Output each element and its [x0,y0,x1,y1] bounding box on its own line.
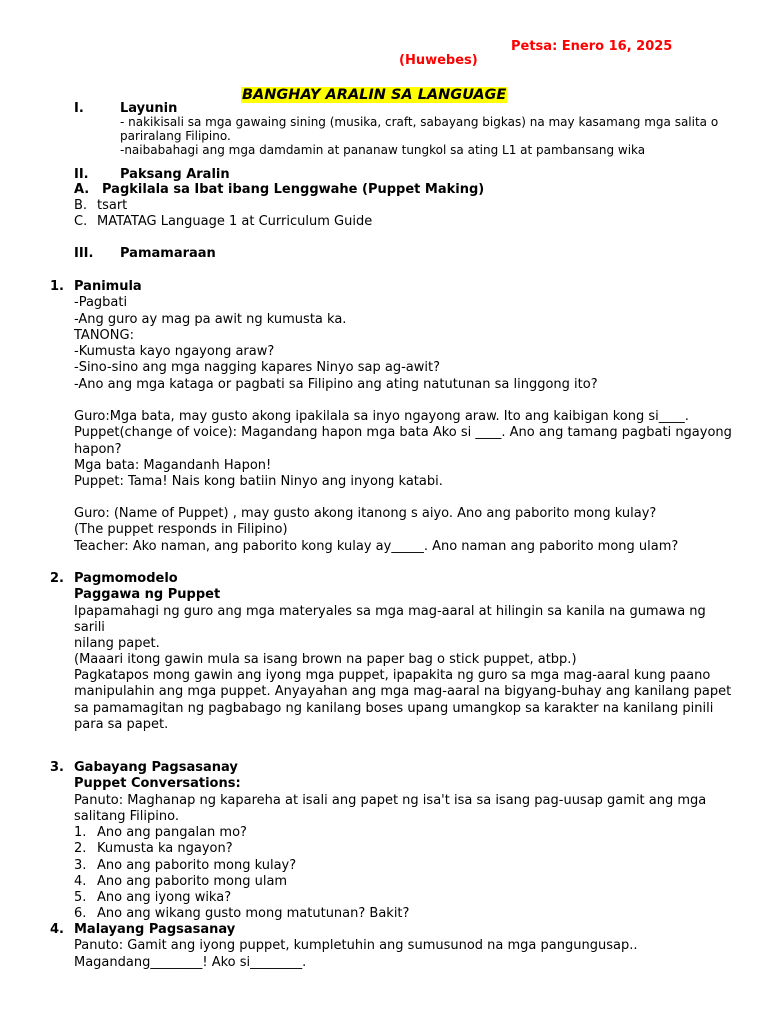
dialogue-line: Guro:Mga bata, may gusto akong ipakilala sa inyo ngayong araw. Ito ang kaibigan kong si____. [74,409,689,424]
step-2-line: Pagkatapos mong gawin ang iyong mga puppet, ipapakita ng guro sa mga mag-aaral kung paano [74,668,711,683]
objective-line: - nakikisali sa mga gawaing sining (musika, craft, sabayang bigkas) na may kasamang mga salita o [120,115,719,129]
section-3-numeral: III. [74,246,94,261]
section-3-heading: Pamamaraan [120,246,216,261]
list-text: Kumusta ka ngayon? [97,841,233,857]
step-1-line: -Kumusta kayo ngayong araw? [74,344,275,360]
step-2-heading: Pagmomodelo [74,571,178,586]
subject-item-b: tsart [97,198,128,213]
list-item [74,890,409,906]
list-text: Ano ang paborito mong ulam [97,873,288,889]
step-1-heading: Panimula [74,279,142,294]
dialogue-line: Guro: (Name of Puppet) , may gusto akong itanong s aiyo. Ano ang paborito mong kulay? [74,506,657,521]
step-3-block [74,760,734,825]
objectives-list [120,115,718,157]
dialogue-line: Puppet(change of voice): Magandang hapon mga bata Ako si ____. Ano ang tamang pagbati ngayong [74,425,732,441]
step-1-line: -Ano ang mga kataga or pagbati sa Filipino ang ating natutunan sa linggong ito? [74,376,598,392]
objective-line: -naibabahagi ang mga damdamin at pananaw tungkol sa ating L1 at pambansang wika [120,143,646,157]
step-1-line: TANONG: [74,327,134,343]
step-2-line: para sa papet. [74,716,169,732]
lesson-title: BANGHAY ARALIN SA LANGUAGE [242,87,507,103]
dialogue-line: hapon? [74,441,122,457]
section-1-heading: Layunin [120,101,178,116]
list-number: 1. [74,825,87,840]
step-1-block [74,279,734,393]
section-2-heading: Paksang Aralin [120,167,230,182]
step-2-number: 2. [50,571,64,586]
subject-marker-b: B. [74,198,88,213]
list-text: Ano ang wikang gusto mong matutunan? Bakit? [97,906,410,922]
dialogue-line: Teacher: Ako naman, ang paborito kong kulay ay_____. Ano naman ang paborito mong ulam? [74,538,679,554]
step-3-line: Panuto: Maghanap ng kapareha at isali ang papet ng isa't isa sa isang pag-uusap gamit ang mga [74,792,707,808]
step-1-dialogue-a [74,409,734,490]
dialogue-line: (The puppet responds in Filipino) [74,522,288,538]
dialogue-line: Puppet: Tama! Nais kong batiin Ninyo ang inyong katabi. [74,474,443,490]
subject-marker-a: A. [74,182,90,197]
step-3-number: 3. [50,760,64,775]
section-1-numeral: I. [74,101,84,116]
lesson-title-wrap [241,84,507,104]
step-3-line: salitang Filipino. [74,808,179,824]
step-4-block [74,922,734,971]
list-number: 2. [74,841,87,857]
subject-item-a: Pagkilala sa Ibat ibang Lenggwahe (Puppet Making) [102,182,485,197]
objective-line: pariralang Filipino. [120,129,231,143]
list-item [74,858,409,874]
step-4-line: Panuto: Gamit ang iyong puppet, kumpletuhin ang sumusunod na mga pangungusap.. [74,938,638,954]
step-1-number: 1. [50,279,64,294]
list-text: Ano ang paborito mong kulay? [97,857,297,873]
step-3-heading: Gabayang Pagsasanay [74,760,238,775]
step-2-line: (Maaari itong gawin mula sa isang brown na paper bag o stick puppet, atbp.) [74,652,577,668]
step-2-subheading: Paggawa ng Puppet [74,587,221,603]
step-1-dialogue-b [74,506,734,555]
question-list [74,825,409,923]
step-2-line: manipulahin ang mga puppet. Anyayahan ang mga mag-aaral na bigyang-buhay ang kanilang papet [74,684,732,700]
list-item [74,825,409,841]
step-2-paragraph [74,668,734,733]
list-number: 6. [74,906,87,922]
list-item [74,906,409,922]
list-number: 5. [74,890,87,906]
step-2-line: sa pamamagitan ng pagbabago ng kanilang boses upang umangkop sa karakter na kanilang pinili [74,700,714,716]
step-4-heading: Malayang Pagsasanay [74,922,236,937]
subject-item-c: MATATAG Language 1 at Curriculum Guide [97,214,373,229]
day-label: (Huwebes) [399,53,478,68]
list-text: Ano ang iyong wika? [97,890,232,906]
step-4-number: 4. [50,922,64,937]
list-number: 4. [74,873,87,889]
list-item [74,874,409,890]
step-2-line: Ipapamahagi ng guro ang mga materyales sa mga mag-aaral at hilingin sa kanila na gumawa ng sarili [74,603,706,635]
step-1-line: -Pagbati [74,295,128,311]
list-text: Ano ang pangalan mo? [97,825,247,840]
date-label: Petsa: Enero 16, 2025 [511,39,673,54]
section-2-numeral: II. [74,167,89,182]
dialogue-line: Mga bata: Magandanh Hapon! [74,457,272,473]
subject-marker-c: C. [74,214,88,229]
step-3-subheading: Puppet Conversations: [74,776,241,792]
step-2-block [74,571,734,669]
step-4-line: Magandang________! Ako si________. [74,954,307,970]
step-1-line: -Sino-sino ang mga nagging kapares Ninyo sap ag-awit? [74,360,440,376]
list-item [74,841,409,857]
step-1-line: -Ang guro ay mag pa awit ng kumusta ka. [74,311,347,327]
step-2-line: nilang papet. [74,636,160,652]
list-number: 3. [74,857,87,873]
